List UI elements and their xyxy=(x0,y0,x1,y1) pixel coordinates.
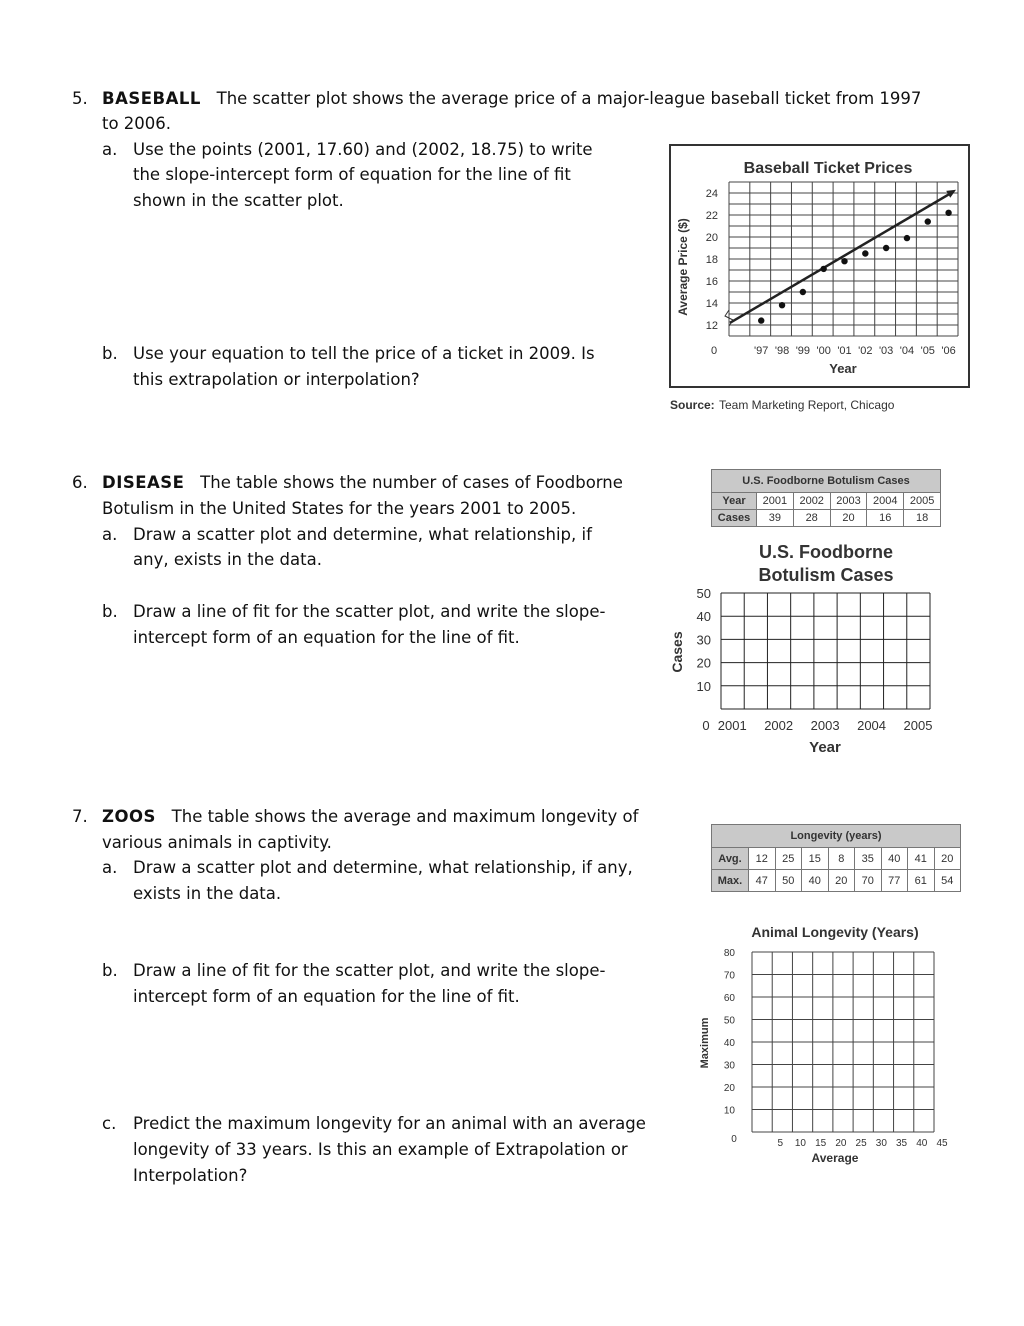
q6-keyword: DISEASE xyxy=(102,473,185,492)
baseball-data-point xyxy=(779,302,785,308)
baseball-source-text: Team Marketing Report, Chicago xyxy=(719,398,895,412)
q5-intro-line-1 xyxy=(102,86,921,112)
q5a-line-1: Use the points (2001, 17.60) and (2002, 18.75) to write xyxy=(133,140,593,159)
longevity-x-tick-label: 35 xyxy=(895,1138,908,1149)
q5a-line-2: the slope-intercept form of equation for the line of fit xyxy=(133,165,571,184)
longevity-y-label: Maximum xyxy=(699,1017,711,1069)
q6-intro-line-2: Botulism in the United States for the years 2001 to 2005. xyxy=(102,499,577,518)
q7a-line-1: Draw a scatter plot and determine, what relationship, if any, xyxy=(133,858,633,877)
q5b-line-2: this extrapolation or interpolation? xyxy=(133,370,420,389)
botulism-x-tick-label: 2005 xyxy=(903,718,933,733)
botulism-y-tick-label: 50 xyxy=(696,586,711,601)
botulism-year-cell: 2002 xyxy=(793,493,830,510)
longevity-max-cell: 50 xyxy=(775,870,802,892)
baseball-data-point xyxy=(758,317,764,323)
baseball-data-point xyxy=(904,235,910,241)
q5-intro-text: The scatter plot shows the average price of a major-league baseball ticket from 1997 xyxy=(216,89,922,108)
botulism-row-header-cases: Cases xyxy=(712,510,757,527)
baseball-x-tick-label: '05 xyxy=(920,345,935,357)
baseball-x-tick-label: '99 xyxy=(795,345,811,357)
botulism-x-tick-label: 0 xyxy=(702,718,710,733)
baseball-x-tick-label: '03 xyxy=(878,345,894,357)
longevity-y-tick-label: 80 xyxy=(723,948,735,959)
q7a-label: a. xyxy=(102,858,118,877)
longevity-y-tick-label: 10 xyxy=(723,1105,735,1117)
longevity-y-tick-label: 20 xyxy=(723,1083,735,1094)
longevity-avg-cell: 35 xyxy=(855,848,882,870)
baseball-data-point xyxy=(883,245,889,251)
q6-intro-line-1 xyxy=(102,470,623,496)
botulism-year-cell: 2001 xyxy=(757,493,794,510)
q6-intro-text: The table shows the number of cases of Foodborne xyxy=(200,473,623,492)
longevity-y-ticks xyxy=(724,948,736,1117)
longevity-max-cell: 47 xyxy=(749,870,776,892)
baseball-x-label: Year xyxy=(829,361,857,376)
longevity-x-tick-label: 40 xyxy=(916,1138,928,1149)
baseball-x-tick-label: '00 xyxy=(816,345,831,357)
baseball-y-tick-label: 12 xyxy=(705,320,718,332)
q6b-label: b. xyxy=(102,602,118,621)
botulism-cases-cell: 28 xyxy=(793,510,830,527)
longevity-avg-cell: 20 xyxy=(934,848,961,870)
botulism-chart xyxy=(664,538,954,760)
botulism-x-tick-label: 2003 xyxy=(810,718,840,733)
longevity-max-cell: 77 xyxy=(881,870,908,892)
baseball-x-tick-label: '98 xyxy=(774,345,790,357)
baseball-data-point xyxy=(841,258,847,264)
q6a-line-1: Draw a scatter plot and determine, what relationship, if xyxy=(133,525,592,544)
baseball-source-label: Source: xyxy=(670,398,715,412)
longevity-row-header-avg: Avg. xyxy=(712,848,749,870)
baseball-x-tick-label: '02 xyxy=(858,345,873,357)
q5b-label: b. xyxy=(102,344,118,363)
baseball-chart xyxy=(669,144,971,424)
baseball-y-tick-label: 24 xyxy=(705,188,718,200)
botulism-cases-cell: 39 xyxy=(757,510,794,527)
baseball-x-tick-label: '97 xyxy=(754,345,769,357)
q7b-line-2: intercept form of an equation for the line of fit. xyxy=(133,987,520,1006)
q7-intro-text: The table shows the average and maximum longevity of xyxy=(171,807,639,826)
q5-intro-line-2: to 2006. xyxy=(102,114,172,133)
q7a-line-2: exists in the data. xyxy=(133,884,282,903)
botulism-table-title: U.S. Foodborne Botulism Cases xyxy=(712,470,941,493)
botulism-y-label: Cases xyxy=(669,631,685,673)
botulism-year-cell: 2004 xyxy=(867,493,904,510)
baseball-y-label: Average Price ($) xyxy=(676,218,690,316)
longevity-avg-cell: 8 xyxy=(828,848,855,870)
longevity-max-cell: 54 xyxy=(934,870,961,892)
botulism-y-ticks xyxy=(697,586,711,694)
botulism-y-tick-label: 10 xyxy=(696,678,711,694)
q7c-label: c. xyxy=(102,1114,117,1133)
baseball-y-tick-label: 18 xyxy=(705,254,718,266)
baseball-data-point xyxy=(800,289,806,295)
botulism-grid xyxy=(721,593,930,709)
baseball-y-tick-label: 20 xyxy=(705,232,718,244)
longevity-grid xyxy=(752,952,934,1132)
q7-intro-line-2: various animals in captivity. xyxy=(102,833,332,852)
botulism-cases-cell: 18 xyxy=(904,510,941,527)
botulism-x-ticks xyxy=(702,718,932,733)
q7b-label: b. xyxy=(102,961,118,980)
botulism-year-cell: 2005 xyxy=(904,493,941,510)
longevity-y-tick-label: 50 xyxy=(723,1015,735,1027)
baseball-y-tick-label: 16 xyxy=(705,276,718,288)
longevity-x-tick-label: 45 xyxy=(936,1138,948,1149)
botulism-x-tick-label: 2001 xyxy=(717,718,747,733)
q5-number: 5. xyxy=(72,89,88,108)
baseball-x-tick-label: '06 xyxy=(941,345,956,357)
botulism-cases-cell: 16 xyxy=(867,510,904,527)
q5b-line-1: Use your equation to tell the price of a ticket in 2009. Is xyxy=(133,344,595,363)
longevity-x-tick-label: 30 xyxy=(875,1138,887,1149)
q6b-line-1: Draw a line of fit for the scatter plot, and write the slope- xyxy=(133,602,606,621)
longevity-x-tick-label: 5 xyxy=(777,1138,784,1149)
q7c-line-2: longevity of 33 years. Is this an example of Extrapolation or xyxy=(133,1140,628,1159)
longevity-avg-cell: 41 xyxy=(908,848,935,870)
longevity-avg-cell: 40 xyxy=(881,848,908,870)
q7-keyword: ZOOS xyxy=(102,807,156,826)
botulism-cases-cell: 20 xyxy=(830,510,867,527)
longevity-max-cell: 20 xyxy=(828,870,855,892)
longevity-x-tick-label: 15 xyxy=(815,1138,827,1149)
q5-keyword: BASEBALL xyxy=(102,89,201,108)
longevity-x-label: Average xyxy=(811,1151,859,1165)
q7c-line-3: Interpolation? xyxy=(133,1166,248,1185)
longevity-max-cell: 70 xyxy=(855,870,882,892)
longevity-avg-cell: 12 xyxy=(749,848,776,870)
longevity-max-cell: 61 xyxy=(908,870,935,892)
botulism-x-tick-label: 2002 xyxy=(764,718,794,733)
baseball-x-tick-label: '04 xyxy=(899,345,915,357)
baseball-data-point xyxy=(945,210,951,216)
baseball-chart-title: Baseball Ticket Prices xyxy=(743,160,913,177)
longevity-chart-title: Animal Longevity (Years) xyxy=(751,924,919,940)
longevity-x-tick-label: 20 xyxy=(835,1138,847,1149)
q7-intro-line-1 xyxy=(102,804,638,830)
baseball-y-tick-label: 22 xyxy=(705,210,718,222)
q6b-line-2: intercept form of an equation for the line of fit. xyxy=(133,628,520,647)
q7-number: 7. xyxy=(72,807,88,826)
botulism-x-tick-label: 2004 xyxy=(857,718,887,733)
longevity-max-cell: 40 xyxy=(802,870,829,892)
botulism-chart-title-line-1: U.S. Foodborne xyxy=(759,542,893,562)
botulism-y-tick-label: 20 xyxy=(696,655,711,671)
botulism-y-tick-label: 40 xyxy=(696,609,711,625)
q7c-line-1: Predict the maximum longevity for an animal with an average xyxy=(133,1114,646,1133)
q6-number: 6. xyxy=(72,473,88,492)
baseball-x-tick-label: '01 xyxy=(837,345,852,357)
longevity-y-tick-label: 60 xyxy=(723,993,735,1004)
longevity-avg-cell: 25 xyxy=(775,848,802,870)
botulism-row-header-year: Year xyxy=(712,493,757,510)
botulism-x-label: Year xyxy=(809,739,841,756)
baseball-data-point xyxy=(820,266,826,272)
longevity-row-header-max: Max. xyxy=(712,870,749,892)
longevity-y-tick-label: 70 xyxy=(723,970,735,982)
longevity-chart xyxy=(694,916,950,1170)
baseball-y-tick-label: 14 xyxy=(705,298,718,310)
longevity-table xyxy=(711,824,961,892)
longevity-y-tick-label: 40 xyxy=(723,1038,735,1049)
botulism-y-tick-label: 30 xyxy=(696,632,711,648)
baseball-data-point xyxy=(925,218,931,224)
botulism-table xyxy=(711,469,941,527)
longevity-x-ticks xyxy=(731,1134,948,1149)
baseball-data-point xyxy=(862,250,868,256)
q7b-line-1: Draw a line of fit for the scatter plot, and write the slope- xyxy=(133,961,606,980)
botulism-chart-title-line-2: Botulism Cases xyxy=(758,565,894,585)
q5a-label: a. xyxy=(102,140,118,159)
q6a-line-2: any, exists in the data. xyxy=(133,550,322,569)
q6a-label: a. xyxy=(102,525,118,544)
botulism-year-cell: 2003 xyxy=(830,493,867,510)
baseball-x-tick-label: 0 xyxy=(710,345,718,357)
longevity-x-tick-label: 25 xyxy=(855,1138,867,1149)
longevity-x-tick-label: 10 xyxy=(794,1138,807,1149)
q5a-line-3: shown in the scatter plot. xyxy=(133,191,344,210)
longevity-x-tick-label: 0 xyxy=(731,1134,737,1145)
longevity-y-tick-label: 30 xyxy=(723,1060,735,1072)
longevity-table-title: Longevity (years) xyxy=(712,825,961,848)
longevity-avg-cell: 15 xyxy=(802,848,829,870)
